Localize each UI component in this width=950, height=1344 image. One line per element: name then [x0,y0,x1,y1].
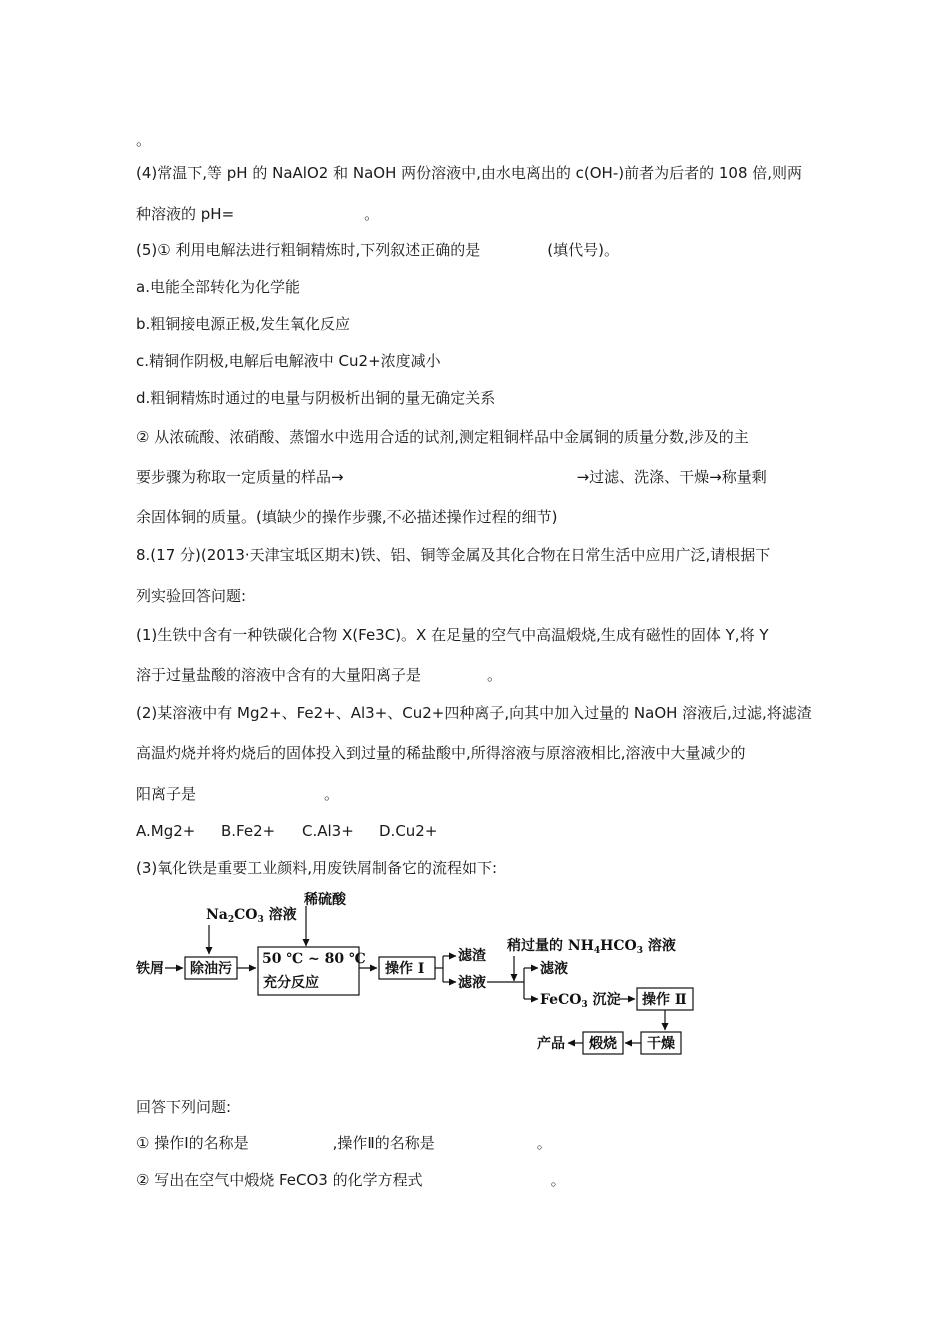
question-8-1-line-2 [136,665,502,685]
text: 。 [550,1171,566,1189]
choice-d: D.Cu2+ [379,822,438,840]
question-8-header: 8.(17 分)(2013·天津宝坻区期末)铁、铝、铜等金属及其化合物在日常生活中应用广泛,请根据下 [136,546,771,564]
text-line: 。 [136,131,152,149]
option-b: b.粗铜接电源正极,发生氧化反应 [136,315,351,333]
nh4hco3-label: 稍过量的 $NH_4HCO_3$ 溶液 [507,938,676,956]
option-c: c.精铜作阴极,电解后电解液中 Cu2+浓度减小 [136,352,441,370]
option-d: d.粗铜精炼时通过的电量与阴极析出铜的量无确定关系 [136,389,496,407]
text: (填代号)。 [547,241,619,259]
lvye2-label: 滤液 [540,961,568,977]
text: 。 [536,1134,552,1152]
chuyouwu-label: 除油污 [190,961,232,977]
text: 要步骤为称取一定质量的样品→ [136,468,344,486]
chanpin-label: 产品 [537,1036,565,1052]
lvzha-label: 滤渣 [458,948,486,964]
question-8-2-line-1: (2)某溶液中有 Mg2+、Fe2+、Al3+、Cu2+四种离子,向其中加入过量的 NaOH 溶液后,过滤,将滤渣 [136,704,812,722]
h2so4-label: 稀硫酸 [304,892,346,908]
question-8-2-line-3 [136,784,339,804]
answer-prompt: 回答下列问题: [136,1098,232,1116]
choice-a: A.Mg2+ [136,822,196,840]
question-5-2-line-1: ② 从浓硫酸、浓硝酸、蒸馏水中选用合适的试剂,测定粗铜样品中金属铜的质量分数,涉及的主 [136,428,749,446]
na2co3-label: $Na_2CO_3$ 溶液 [206,907,297,925]
question-8-1-line-1: (1)生铁中含有一种铁碳化合物 X(Fe3C)。X 在足量的空气中高温煅烧,生成有磁性的固体 Y,将 Y [136,626,769,644]
question-8-2-line-2: 高温灼烧并将灼烧后的固体投入到过量的稀盐酸中,所得溶液与原溶液相比,溶液中大量减少的 [136,744,746,762]
op1-label: 操作 Ⅰ [385,961,425,977]
react-label: 充分反应 [263,975,319,991]
ganzao-label: 干燥 [647,1036,675,1052]
text: 种溶液的 pH= [136,205,235,223]
text: ② 写出在空气中煅烧 FeCO3 的化学方程式 [136,1171,423,1189]
op2-label: 操作 Ⅱ [642,992,687,1008]
option-a: a.电能全部转化为化学能 [136,278,300,296]
tiexie-label: 铁屑 [136,961,164,977]
process-flow-diagram [130,888,710,1068]
question-8-3-2 [136,1170,566,1190]
text: ① 操作Ⅰ的名称是 [136,1134,249,1152]
question-8-3-1 [136,1133,552,1153]
temp-label: 50 ℃ ~ 80 ℃ [262,951,366,967]
question-5-2-line-3: 余固体铜的质量。(填缺少的操作步骤,不必描述操作过程的细节) [136,508,558,526]
text: →过滤、洗涤、干燥→称量剩 [576,468,767,486]
choice-b: B.Fe2+ [221,822,276,840]
text: 。 [487,666,503,684]
text: 。 [364,205,380,223]
question-5-stem [136,240,619,260]
question-4-line-2 [136,204,379,224]
text: ,操作Ⅱ的名称是 [332,1134,435,1152]
text: 溶于过量盐酸的溶液中含有的大量阳离子是 [136,666,422,684]
question-5-2-line-2 [136,467,767,487]
feco3-label: FeCO$_3$ 沉淀 [540,992,621,1010]
question-8-header-cont: 列实验回答问题: [136,587,247,605]
duanshao-label: 煅烧 [589,1036,617,1052]
question-4-line-1: (4)常温下,等 pH 的 NaAlO2 和 NaOH 两份溶液中,由水电离出的 c(OH-)前者为后者的 108 倍,则两 [136,164,803,182]
text: (5)① 利用电解法进行粗铜精炼时,下列叙述正确的是 [136,241,481,259]
text: 阳离子是 [136,785,197,803]
question-8-3-stem: (3)氧化铁是重要工业颜料,用废铁屑制备它的流程如下: [136,859,498,877]
text: 。 [324,785,340,803]
choice-c: C.Al3+ [302,822,354,840]
lvye-label: 滤液 [458,975,486,991]
